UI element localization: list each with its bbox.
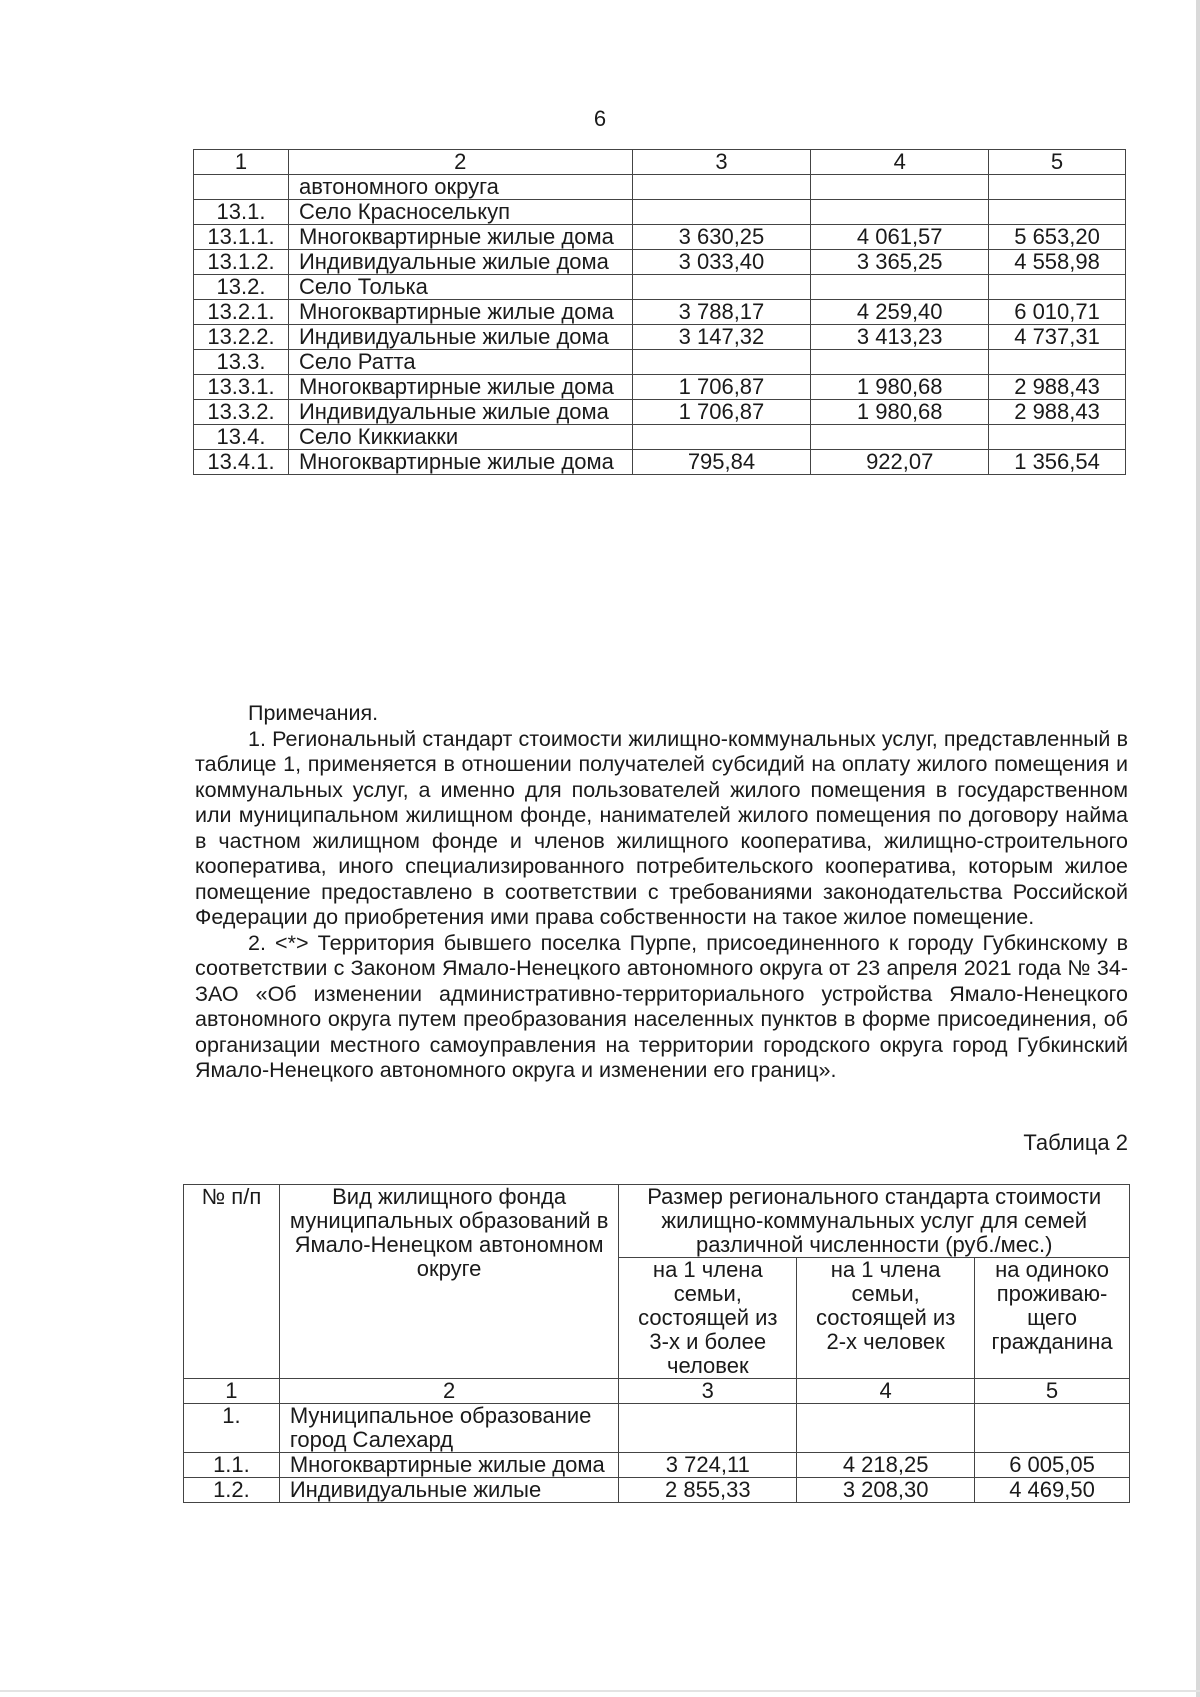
value-family-3: 1 706,87 <box>632 400 811 425</box>
col-number: 2 <box>288 150 632 175</box>
value-family-3: 3 630,25 <box>632 225 811 250</box>
row-number: 13.1. <box>194 200 289 225</box>
value-single: 2 988,43 <box>989 375 1126 400</box>
col-number: 5 <box>989 150 1126 175</box>
row-name: Индивидуальные жилые дома <box>288 250 632 275</box>
notes-title: Примечания. <box>248 701 379 725</box>
value-family-2 <box>811 350 989 375</box>
col-number: 4 <box>797 1379 975 1404</box>
scan-artifact-line <box>0 1690 1200 1692</box>
header-single: на одиноко проживаю-щего гражданина <box>975 1258 1130 1379</box>
col-number: 4 <box>811 150 989 175</box>
value-family-2: 4 061,57 <box>811 225 989 250</box>
value-family-2 <box>811 200 989 225</box>
value-family-2 <box>811 275 989 300</box>
row-number: 13.3.1. <box>194 375 289 400</box>
table-1-header-row <box>194 150 1126 175</box>
row-number: 13.4. <box>194 425 289 450</box>
table-row <box>194 275 1126 300</box>
table-row <box>194 300 1126 325</box>
value-family-2: 3 208,30 <box>797 1478 975 1503</box>
table-row <box>194 350 1126 375</box>
value-family-3 <box>632 275 811 300</box>
header-standard-size: Размер регионального стандарта стоимости жилищно-коммунальных услуг для семей различной численности (руб./мес.) <box>619 1185 1130 1258</box>
value-single <box>989 425 1126 450</box>
col-number: 2 <box>279 1379 619 1404</box>
row-name: Индивидуальные жилые <box>279 1478 619 1503</box>
page-edge <box>1196 0 1200 1697</box>
value-family-3 <box>632 200 811 225</box>
row-number: 13.2. <box>194 275 289 300</box>
value-family-2: 3 413,23 <box>811 325 989 350</box>
table-row <box>194 200 1126 225</box>
row-number: 13.1.2. <box>194 250 289 275</box>
value-single: 1 356,54 <box>989 450 1126 475</box>
table-row <box>194 425 1126 450</box>
col-number: 1 <box>194 150 289 175</box>
table-row <box>184 1404 1130 1453</box>
row-name: Село Красноселькуп <box>288 200 632 225</box>
table-row <box>194 325 1126 350</box>
row-number: 13.2.1. <box>194 300 289 325</box>
row-name: Село Толька <box>288 275 632 300</box>
value-single: 4 558,98 <box>989 250 1126 275</box>
table-1-body <box>194 175 1126 475</box>
value-family-3: 3 033,40 <box>632 250 811 275</box>
header-family-3: на 1 члена семьи, состоящей из 3-х и более человек <box>619 1258 797 1379</box>
value-family-2 <box>811 425 989 450</box>
col-number: 5 <box>975 1379 1130 1404</box>
row-name: Многоквартирные жилые дома <box>288 225 632 250</box>
value-family-3: 3 724,11 <box>619 1453 797 1478</box>
value-single <box>989 275 1126 300</box>
note-2: 2. <*> Территория бывшего поселка Пурпе, присоединенного к городу Губкинскому в соответствии с Законом Ямало-Ненецкого автономного округа от 23 апреля 2021 года № 34-ЗАО «Об изменении административно-территориального устройства Ямало-Ненецкого автономного округа путем преобразования населенных пунктов в форме присоединения, об организации местного самоуправления на территории городского округа город Губкинский Ямало-Ненецкого автономного округа и изменении его границ». <box>195 930 1128 1082</box>
value-family-2: 922,07 <box>811 450 989 475</box>
table-2-body <box>184 1404 1130 1503</box>
row-number: 13.3.2. <box>194 400 289 425</box>
value-single <box>989 350 1126 375</box>
header-housing-type: Вид жилищного фонда муниципальных образований в Ямало-Ненецком автономном округе <box>279 1185 619 1379</box>
value-single <box>989 200 1126 225</box>
col-number: 3 <box>632 150 811 175</box>
row-number: 13.4.1. <box>194 450 289 475</box>
value-family-2: 1 980,68 <box>811 375 989 400</box>
value-family-3: 3 147,32 <box>632 325 811 350</box>
notes <box>195 701 1128 1084</box>
value-family-2 <box>811 175 989 200</box>
header-number: № п/п <box>184 1185 280 1379</box>
value-single: 5 653,20 <box>989 225 1126 250</box>
row-name: Село Киккиакки <box>288 425 632 450</box>
table-row <box>194 450 1126 475</box>
row-number: 13.3. <box>194 350 289 375</box>
row-name: Индивидуальные жилые дома <box>288 400 632 425</box>
table-2-header-row <box>184 1185 1130 1258</box>
table-row <box>194 225 1126 250</box>
row-number: 13.1.1. <box>194 225 289 250</box>
value-family-3: 795,84 <box>632 450 811 475</box>
note-1: 1. Региональный стандарт стоимости жилищно-коммунальных услуг, представленный в таблице 1, применяется в отношении получателей субсидий на оплату жилого помещения и коммунальных услуг, а именно для пользователей жилого помещения в государственном или муниципальном жилищном фонде, нанимателей жилого помещения по договору найма в частном жилищном фонде и членов жилищного кооператива, жилищно-строительного кооператива, иного специализированного потребительского кооператива, которым жилое помещение предоставлено в соответствии с требованиями законодательства Российской Федерации до приобретения ими права собственности на такое жилое помещение. <box>195 726 1128 929</box>
table-2 <box>183 1184 1130 1503</box>
table-1 <box>193 149 1126 475</box>
row-name: Село Ратта <box>288 350 632 375</box>
header-family-2: на 1 члена семьи, состоящей из 2-х человек <box>797 1258 975 1379</box>
col-number: 3 <box>619 1379 797 1404</box>
value-family-3: 3 788,17 <box>632 300 811 325</box>
table-row <box>184 1453 1130 1478</box>
value-family-3 <box>619 1404 797 1453</box>
row-name: Многоквартирные жилые дома <box>288 300 632 325</box>
value-family-2: 4 218,25 <box>797 1453 975 1478</box>
table-row <box>194 250 1126 275</box>
row-number: 13.2.2. <box>194 325 289 350</box>
value-single: 6 010,71 <box>989 300 1126 325</box>
table-row <box>194 400 1126 425</box>
row-number <box>194 175 289 200</box>
row-number: 1.2. <box>184 1478 280 1503</box>
page-number: 6 <box>593 106 607 131</box>
row-name: Многоквартирные жилые дома <box>288 450 632 475</box>
value-family-3 <box>632 175 811 200</box>
value-single: 2 988,43 <box>989 400 1126 425</box>
value-single: 4 469,50 <box>975 1478 1130 1503</box>
value-family-2: 4 259,40 <box>811 300 989 325</box>
value-family-2: 3 365,25 <box>811 250 989 275</box>
table-row <box>194 175 1126 200</box>
value-family-3 <box>632 350 811 375</box>
table-2-caption: Таблица 2 <box>1023 1130 1128 1155</box>
col-number: 1 <box>184 1379 280 1404</box>
table-row <box>194 375 1126 400</box>
row-name: Многоквартирные жилые дома <box>279 1453 619 1478</box>
row-name: Многоквартирные жилые дома <box>288 375 632 400</box>
value-single: 6 005,05 <box>975 1453 1130 1478</box>
row-number: 1. <box>184 1404 280 1453</box>
value-single: 4 737,31 <box>989 325 1126 350</box>
value-family-2 <box>797 1404 975 1453</box>
row-name: Индивидуальные жилые дома <box>288 325 632 350</box>
value-single <box>975 1404 1130 1453</box>
value-family-2: 1 980,68 <box>811 400 989 425</box>
row-name: автономного округа <box>288 175 632 200</box>
row-number: 1.1. <box>184 1453 280 1478</box>
value-family-3: 1 706,87 <box>632 375 811 400</box>
value-single <box>989 175 1126 200</box>
value-family-3 <box>632 425 811 450</box>
value-family-3: 2 855,33 <box>619 1478 797 1503</box>
table-row <box>184 1478 1130 1503</box>
row-name: Муниципальное образование город Салехард <box>279 1404 619 1453</box>
table-2-colnum-row <box>184 1379 1130 1404</box>
